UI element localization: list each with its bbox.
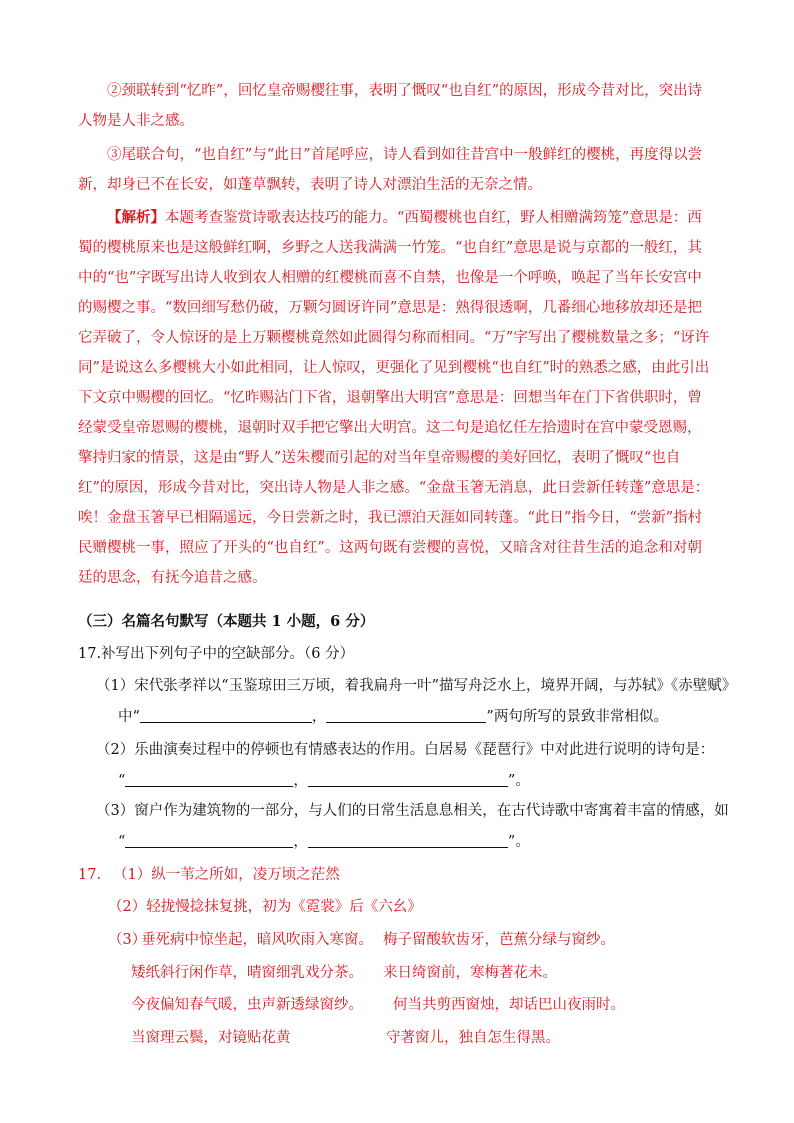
answer-3-row-2-right: 来日绮窗前，寒梅著花未。	[383, 965, 557, 981]
answer-3-label: （3）	[108, 932, 147, 948]
answer-2: （2）轻拢慢捻抹复挑，初为《霓裳》后《六幺》	[108, 899, 422, 915]
blank-3b[interactable]	[308, 832, 508, 848]
answer-point-2: ②颈联转到“忆昨”，回忆皇帝赐樱往事，表明了慨叹“也自红”的原因，形成今昔对比，突出诗人物是人非之感。	[78, 83, 703, 129]
answer-point-3: ③尾联合句，“也自红”与“此日”首尾呼应，诗人看到如往昔宫中一般鲜红的樱桃，再度得以尝新，却身已不在长安，如蓬草飘转，表明了诗人对漂泊生活的无奈之情。	[78, 147, 703, 193]
answer-1: （1）纵一苇之所如，凌万顷之茫然	[113, 867, 340, 883]
blank-2b[interactable]	[308, 771, 508, 787]
blank-2a[interactable]	[125, 771, 293, 787]
answer-3-row-2-left: 矮纸斜行闲作草，晴窗细乳戏分茶。	[131, 965, 363, 981]
answer-3-row-1-left: 垂死病中惊坐起，暗风吹雨入寒窗。	[141, 932, 373, 948]
answer-3-row-3-left: 今夜偏知春气暖，虫声新透绿窗纱。	[131, 997, 363, 1013]
question-2-text: （2）乐曲演奏过程中的停顿也有情感表达的作用。白居易《琵琶行》中对此进行说明的诗句是：	[96, 742, 715, 758]
answer-3-row-1-right: 梅子留酸软齿牙，芭蕉分绿与窗纱。	[383, 932, 615, 948]
analysis-tag: 【解析】	[107, 209, 165, 226]
answer-3-row-3-right: 何当共剪西窗烛，却话巴山夜雨时。	[393, 997, 625, 1013]
blank-1b[interactable]	[326, 707, 486, 723]
analysis-paragraph	[78, 203, 714, 593]
answer-17	[78, 864, 340, 886]
question-1-text: （1）宋代张孝祥以“玉鉴琼田三万顷，着我扁舟一叶”描写舟泛水上，境界开阔，与苏轼》《赤壁赋》	[96, 678, 737, 694]
answer-3-row-4-left: 当窗理云鬓，对镜贴花黄	[131, 1030, 291, 1046]
answer-number: 17.	[78, 867, 102, 883]
blank-3a[interactable]	[125, 832, 293, 848]
question-1-blanks: 中“ ， ”两句所写的景致非常相似。	[118, 709, 668, 725]
analysis-text: 本题考查鉴赏诗歌表达技巧的能力。“西蜀樱桃也自红，野人相赠满筠笼”意思是：西蜀的樱桃原来也是这般鲜红啊，乡野之人送我满满一竹笼。“也自红”意思是说与京都的一般红，其中的“也”字既写出诗人收到农人相赠的红樱桃而喜不自禁，也像是一个呼唤，唤起了当年长安宫中的赐樱之事。“数回细写愁仍破，万颗匀圆讶许同”意思是：熟得很透啊，几番细心地移放却还是把它弄破了，令人惊讶的是上万颗樱桃竟然如此圆得匀称而相同。“万”字写出了樱桃数量之多；“讶许同”是说这么多樱桃大小如此相同，让人惊叹，更强化了见到樱桃“也自红”时的熟悉之感，由此引出下文京中赐樱的回忆。“忆昨赐沾门下省，退朝擎出大明宫”意思是：回想当年在门下省供职时，曾经蒙受皇帝恩赐的樱桃，退朝时双手把它擎出大明宫。这二句是追忆任左拾遗时在宫中蒙受恩赐，擎持归家的情景，这是由“野人”送朱樱而引起的对当年皇帝赐樱的美好回忆，表明了慨叹“也自红”的原因，形成今昔对比，突出诗人物是人非之感。“金盘玉箸无消息，此日尝新任转蓬”意思是：唉！金盘玉箸早已相隔遥远，今日尝新之时，我已漂泊天涯如同转蓬。“此日”指今日，“尝新”指村民赠樱桃一事，照应了开头的“也自红”。这两句既有尝樱的喜悦，又暗含对往昔生活的追念和对朝廷的思念，有抚今追昔之感。	[78, 210, 710, 586]
blank-1a[interactable]	[140, 707, 312, 723]
answer-3-row-4-right: 守著窗儿，独自怎生得黑。	[386, 1030, 560, 1046]
question-3-text: （3）窗户作为建筑物的一部分，与人们的日常生活息息相关，在古代诗歌中寄寓着丰富的情感，如	[96, 803, 729, 819]
section-heading: （三）名篇名句默写（本题共 1 小题，6 分）	[78, 613, 375, 630]
question-2-blanks: “ ， ”。	[118, 773, 530, 789]
question-stem: 17.补写出下列句子中的空缺部分。（6 分）	[78, 646, 355, 662]
question-3-blanks: “ ， ”。	[118, 834, 530, 850]
